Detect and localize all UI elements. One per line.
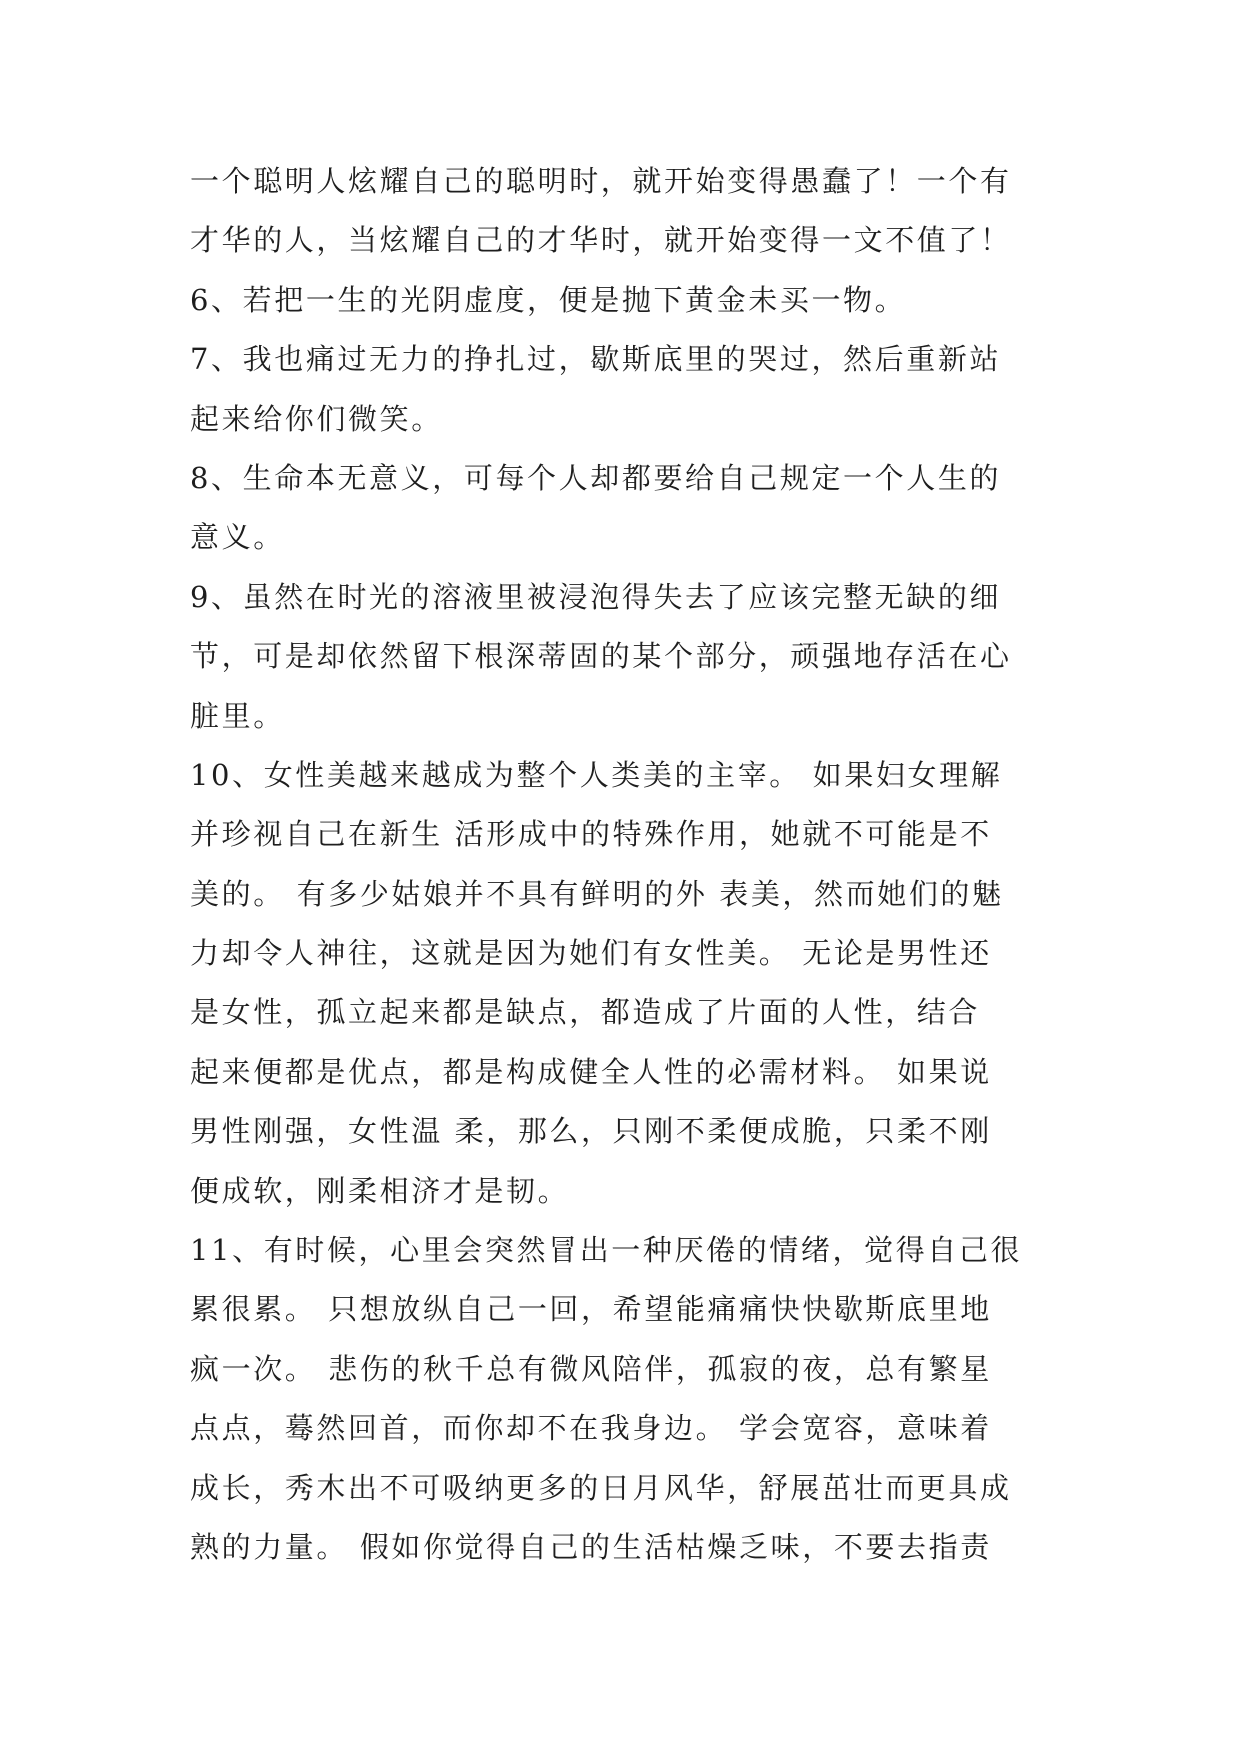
text-line: 疯一次。 悲伤的秋千总有微风陪伴，孤寂的夜，总有繁星 [190, 1351, 992, 1386]
text-line: 男性刚强，女性温 柔，那么，只刚不柔便成脆，只柔不刚 [190, 1114, 992, 1149]
document-body [190, 152, 1060, 1577]
text-line: 美的。 有多少姑娘并不具有鲜明的外 表美，然而她们的魅 [190, 876, 1004, 911]
text-line: 并珍视自己在新生 活形成中的特殊作用，她就不可能是不 [190, 817, 992, 852]
text-line: 点点，蓦然回首，而你却不在我身边。 学会宽容，意味着 [190, 1411, 992, 1446]
text-line: 意义。 [190, 520, 285, 555]
text-line: 起来给你们微笑。 [190, 401, 443, 436]
text-line: 起来便都是优点，都是构成健全人性的必需材料。 如果说 [190, 1054, 992, 1089]
text-line: 成长，秀木出不可吸纳更多的日月风华，舒展茁壮而更具成 [190, 1470, 1012, 1505]
text-line: 9、虽然在时光的溶液里被浸泡得失去了应该完整无缺的细 [190, 579, 1002, 614]
text-line: 便成软，刚柔相济才是韧。 [190, 1173, 570, 1208]
text-line: 一个聪明人炫耀自己的聪明时，就开始变得愚蠢了！一个有 [190, 164, 1012, 198]
text-line: 才华的人，当炫耀自己的才华时，就开始变得一文不值了！ [190, 223, 1012, 258]
text-line: 6、若把一生的光阴虚度，便是抛下黄金未买一物。 [190, 282, 907, 317]
text-line: 脏里。 [190, 698, 285, 733]
text-line: 是女性，孤立起来都是缺点，都造成了片面的人性，结合 [190, 995, 981, 1030]
text-line: 节，可是却依然留下根深蒂固的某个部分，顽强地存活在心 [190, 639, 1012, 674]
text-line: 累很累。 只想放纵自己一回，希望能痛痛快快歇斯底里地 [190, 1292, 992, 1327]
text-line: 10、女性美越来越成为整个人类美的主宰。 如果妇女理解 [190, 757, 1003, 792]
text-line: 7、我也痛过无力的挣扎过，歇斯底里的哭过，然后重新站 [190, 342, 1002, 377]
text-line: 力却令人神往，这就是因为她们有女性美。 无论是男性还 [190, 936, 992, 971]
text-line: 8、生命本无意义，可每个人却都要给自己规定一个人生的 [190, 460, 1002, 495]
text-line: 熟的力量。 假如你觉得自己的生活枯燥乏味，不要去指责 [190, 1529, 992, 1564]
text-line: 11、有时候，心里会突然冒出一种厌倦的情绪，觉得自己很 [190, 1233, 1023, 1268]
